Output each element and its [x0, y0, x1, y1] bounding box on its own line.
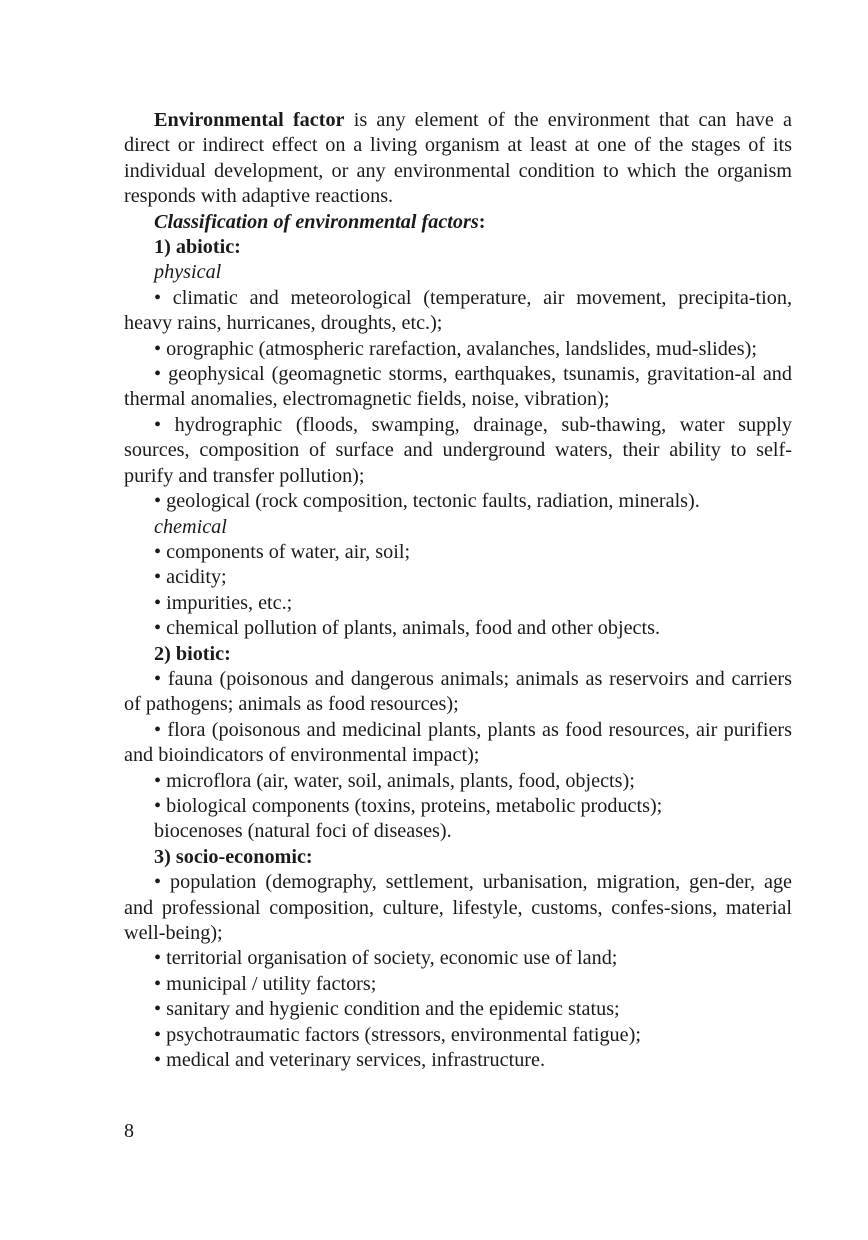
- list-item: • medical and veterinary services, infrastructure.: [154, 1049, 546, 1072]
- definition-term: Environmental factor: [154, 109, 345, 131]
- definition-paragraph: [124, 108, 792, 210]
- socio-economic-heading: 3) socio-economic:: [154, 845, 313, 868]
- list-item: • orographic (atmospheric rarefaction, avalanches, landslides, mud-slides);: [154, 337, 757, 360]
- list-item: • acidity;: [154, 566, 227, 589]
- definition-text: is any element of the environment that can have a direct or indirect effect on a living organism at least at one of the stages of its individual development, or any environmental condition to which the organism responds with adaptive reactions.: [124, 109, 793, 208]
- list-item: • microflora (air, water, soil, animals, plants, food, objects);: [154, 769, 635, 792]
- list-item: • sanitary and hygienic condition and the epidemic status;: [154, 998, 620, 1021]
- list-item: • territorial organisation of society, economic use of land;: [154, 947, 618, 970]
- chemical-subheading: chemical: [154, 515, 227, 538]
- list-item: • fauna (poisonous and dangerous animals; animals as reservoirs and carriers of pathogens; animals as food resources);: [124, 667, 792, 716]
- list-item: • biological components (toxins, proteins, metabolic products);: [154, 794, 663, 817]
- list-item: • hydrographic (floods, swamping, drainage, sub-thawing, water supply sources, composition of surface and underground waters, their ability to self-purify and transfer pollution);: [124, 413, 792, 487]
- list-item: • geological (rock composition, tectonic faults, radiation, minerals).: [154, 490, 700, 513]
- list-item: • chemical pollution of plants, animals, food and other objects.: [154, 617, 661, 640]
- list-item: • flora (poisonous and medicinal plants, plants as food resources, air purifiers and bioindicators of environmental impact);: [124, 718, 792, 767]
- classification-heading: Classification of environmental factors:: [154, 210, 486, 233]
- list-item: • geophysical (geomagnetic storms, earthquakes, tsunamis, gravitation-al and thermal anomalies, electromagnetic fields, noise, vibration);: [124, 363, 792, 411]
- page-body: [124, 108, 792, 1073]
- list-item: biocenoses (natural foci of diseases).: [154, 820, 452, 843]
- abiotic-heading: 1) abiotic:: [154, 236, 241, 259]
- list-item: • impurities, etc.;: [154, 591, 293, 614]
- list-item: • climatic and meteorological (temperature, air movement, precipita-tion, heavy rains, hurricanes, droughts, etc.);: [124, 286, 792, 335]
- physical-subheading: physical: [154, 261, 222, 284]
- page-number: 8: [124, 1120, 134, 1142]
- list-item: • municipal / utility factors;: [154, 972, 377, 995]
- list-item: • components of water, air, soil;: [154, 540, 411, 563]
- list-item: • population (demography, settlement, urbanisation, migration, gen-der, age and professional composition, culture, lifestyle, customs, confes-sions, material well-being);: [124, 871, 792, 944]
- biotic-heading: 2) biotic:: [154, 642, 231, 665]
- list-item: • psychotraumatic factors (stressors, environmental fatigue);: [154, 1023, 641, 1046]
